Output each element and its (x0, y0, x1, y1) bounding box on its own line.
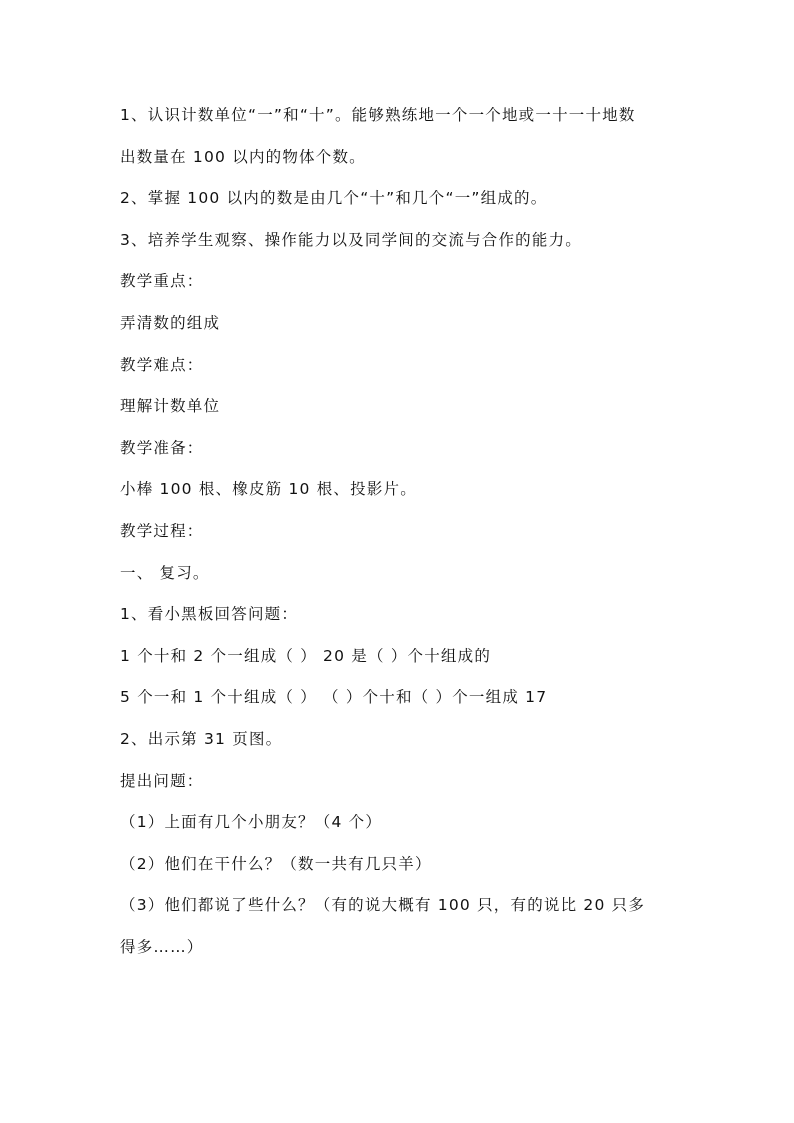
document-body (120, 95, 680, 968)
process-step-review: 一、 复习。 (120, 563, 210, 582)
objective-1-line-1: 1、认识计数单位“一”和“十”。能够熟练地一个一个地或一十一十地数 (120, 106, 636, 124)
section-heading-process: 教学过程： (120, 521, 204, 540)
objective-1-line-2: 出数量在 100 以内的物体个数。 (120, 147, 366, 166)
review-item-1: 1、看小黑板回答问题： (120, 605, 299, 624)
section-heading-key-points: 教学重点： (120, 272, 204, 291)
question-1: （1）上面有几个小朋友？（4 个） (120, 813, 383, 832)
exercise-line-2: 5 个一和 1 个十组成（ ） （ ）个十和（ ）个一组成 17 (120, 688, 548, 707)
section-heading-preparation: 教学准备： (120, 438, 204, 457)
questions-heading: 提出问题： (120, 771, 204, 790)
section-heading-difficulties: 教学难点： (120, 355, 204, 374)
difficulties-text: 理解计数单位 (120, 397, 221, 416)
question-3-line-1: （3）他们都说了些什么？（有的说大概有 100 只，有的说比 20 只多 (120, 896, 646, 915)
question-2: （2）他们在干什么？（数一共有几只羊） (120, 854, 432, 873)
objective-3: 3、培养学生观察、操作能力以及同学间的交流与合作的能力。 (120, 230, 582, 249)
key-points-text: 弄清数的组成 (120, 313, 221, 332)
objective-2: 2、掌握 100 以内的数是由几个“十”和几个“一”组成的。 (120, 189, 548, 208)
preparation-text: 小棒 100 根、橡皮筋 10 根、投影片。 (120, 480, 417, 499)
question-3-line-2: 得多……） (120, 937, 204, 956)
exercise-line-1: 1 个十和 2 个一组成（ ） 20 是（ ）个十组成的 (120, 646, 492, 665)
review-item-2: 2、出示第 31 页图。 (120, 729, 283, 748)
